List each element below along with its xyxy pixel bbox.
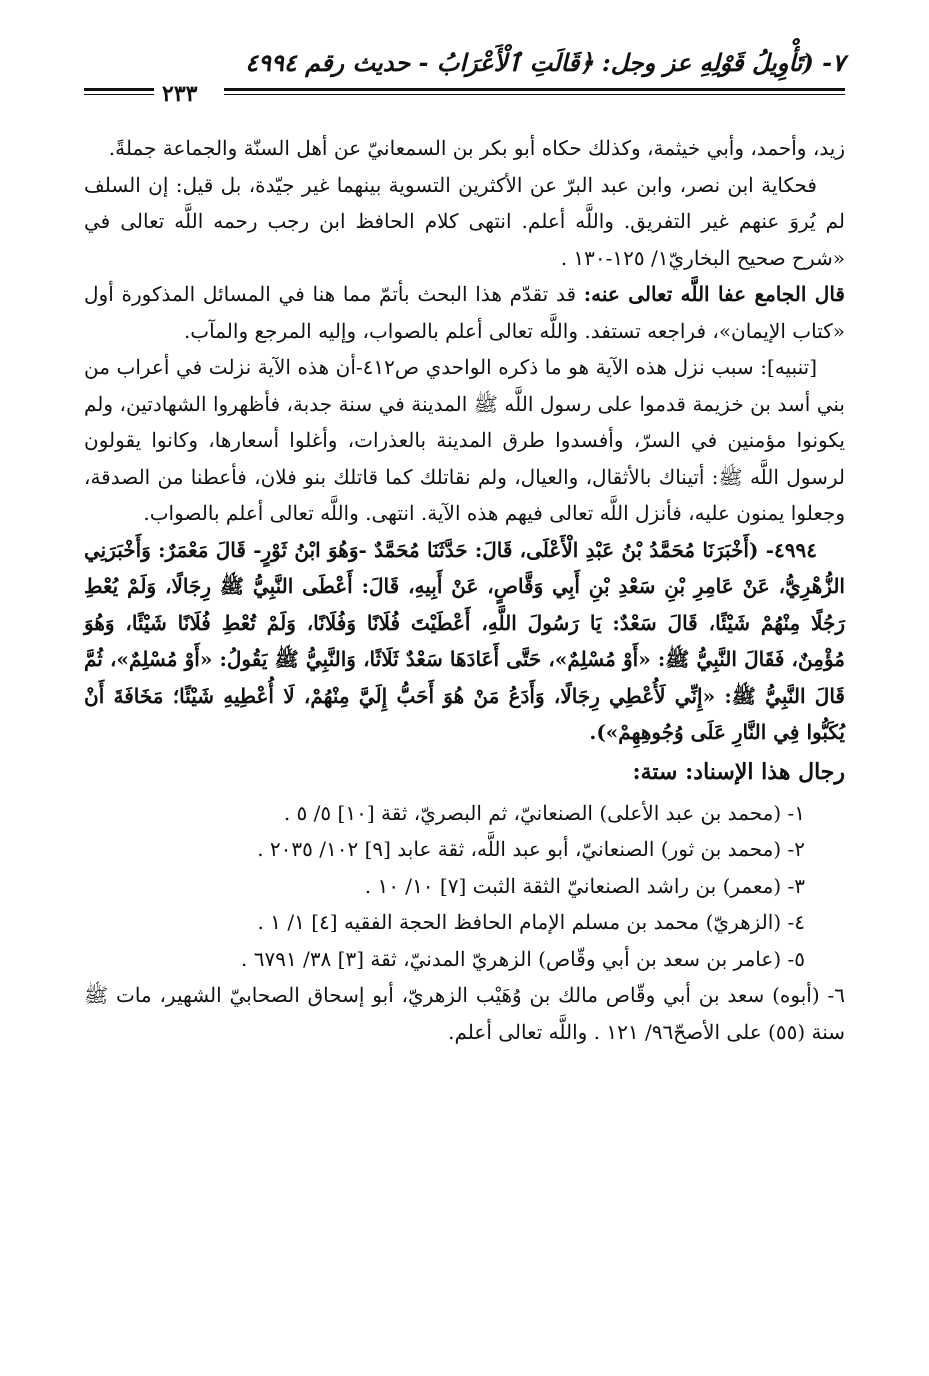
- compiler-note-lead: قال الجامع عفا اللَّه تعالى عنه:: [583, 282, 845, 306]
- hadith-text: ٤٩٩٤- (أَخْبَرَنَا مُحَمَّدُ بْنُ عَبْدِ الْأَعْلَى، قَالَ: حَدَّثَنَا مُحَمَّدٌ -وَهُوَ ابْنُ ثَوْرٍ- قَالَ مَعْمَرٌ: وَأَخْبَرَنِي الزُّهْرِيُّ، عَنْ عَامِرِ بْنِ سَعْدِ بْنِ أَبِي وَقَّاصٍ، عَنْ أَبِيهِ، قَالَ: أَعْطَى النَّبِيُّ ﷺ رِجَالًا، وَلَمْ يُعْطِ رَجُلًا مِنْهُمْ شَيْئًا، قَالَ سَعْدٌ: يَا رَسُولَ اللَّهِ، أَعْطَيْتَ فُلَانًا وَفُلَانًا، وَلَمْ تُعْطِ فُلَانًا شَيْئًا، وَهُوَ مُؤْمِنٌ، فَقَالَ النَّبِيُّ ﷺ: «أَوْ مُسْلِمٌ»، حَتَّى أَعَادَهَا سَعْدٌ ثَلَاثًا، وَالنَّبِيُّ ﷺ يَقُولُ: «أَوْ مُسْلِمٌ»، ثُمَّ قَالَ النَّبِيُّ ﷺ: «إِنِّي لَأُعْطِي رِجَالًا، وَأَدَعُ مَنْ هُوَ أَحَبُّ إِلَيَّ مِنْهُمْ، لَا أُعْطِيهِ شَيْئًا؛ مَخَافَةَ أَنْ يُكَبُّوا فِي النَّارِ عَلَى وُجُوهِهِمْ»).: [84, 537, 845, 744]
- narrator-item: ١- (محمد بن عبد الأعلى) الصنعانيّ، ثم البصريّ، ثقة [١٠] ٥/ ٥ .: [283, 800, 805, 825]
- narrators-list: [84, 795, 845, 1051]
- compiler-note-text: قد تقدّم هذا البحث بأتمّ مما هنا في المسائل المذكورة أول «كتاب الإيمان»، فراجعه تستفد. واللَّه تعالى أعلم بالصواب، وإليه المرجع والمآب.: [84, 282, 845, 343]
- running-header: [84, 46, 845, 106]
- narrator-item: ٦- (أبوه) سعد بن أبي وقّاص مالك بن وُهَيْب الزهريّ، أبو إسحاق الصحابيّ الشهير، مات ﷺ سنة (٥٥) على الأصحّ٩٦/ ١٢١ . واللَّه تعالى أعلم.: [84, 983, 845, 1044]
- paragraph-ibn-rajab: فحكاية ابن نصر، وابن عبد البرّ عن الأكثرين التسوية بينهما غير جيّدة، بل قيل: إن السلف لم يُروَ عنهم غير التفريق. واللَّه أعلم. انتهى كلام الحافظ ابن رجب رحمه اللَّه تعالى في «شرح صحيح البخاريّ١/ ١٢٥-١٣٠ .: [84, 172, 845, 270]
- header-rule-short: [84, 88, 154, 95]
- narrator-item: ٢- (محمد بن ثور) الصنعانيّ، أبو عبد اللَّه، ثقة عابد [٩] ١٠٢/ ٢٠٣٥ .: [257, 837, 805, 861]
- page-number: ٢٣٣: [162, 81, 198, 107]
- narrator-item: ٤- (الزهريّ) محمد بن مسلم الإمام الحافظ الحجة الفقيه [٤] ١/ ١ .: [257, 910, 805, 934]
- header-rule-long: [224, 88, 845, 95]
- narrator-item: ٥- (عامر بن سعد بن أبي وقّاص) الزهريّ المدنيّ، ثقة [٣] ٣٨/ ٦٧٩١ .: [241, 946, 805, 971]
- paragraph-continuation: زيد، وأحمد، وأبي خيثمة، وكذلك حكاه أبو بكر بن السمعانيّ عن أهل السنّة والجماعة جملةً.: [108, 136, 845, 160]
- narrators-heading: رجال هذا الإسناد: ستة:: [632, 758, 845, 785]
- paragraph-compiler-note: [84, 276, 845, 349]
- page-body: [84, 130, 845, 1050]
- narrator-item: ٣- (معمر) بن راشد الصنعانيّ الثقة الثبت [٧] ١٠/ ١٠ .: [364, 873, 805, 898]
- header-title: ٧- (تَأْوِيلُ قَوْلِهِ عز وجل: ﴿قَالَتِ ٱلْأَعْرَابُ - حديث رقم ٤٩٩٤: [245, 48, 845, 77]
- paragraph-tanbih: [تنبيه]: سبب نزل هذه الآية هو ما ذكره الواحدي ص٤١٢-أن هذه الآية نزلت في أعراب من بني أسد بن خزيمة قدموا على رسول اللَّه ﷺ المدينة في سنة جدبة، فأظهروا الشهادتين، ولم يكونوا مؤمنين في السرّ، وأفسدوا طرق المدينة بالعذرات، وأغلوا أسعارها، وكانوا يقولون لرسول اللَّه ﷺ: أتيناك بالأثقال، والعيال، ولم نقاتلك كما قاتلك بنو فلان، فأعطنا من الصدقة، وجعلوا يمنون عليه، فأنزل اللَّه تعالى فيهم هذه الآية. انتهى. واللَّه تعالى أعلم بالصواب.: [84, 355, 845, 525]
